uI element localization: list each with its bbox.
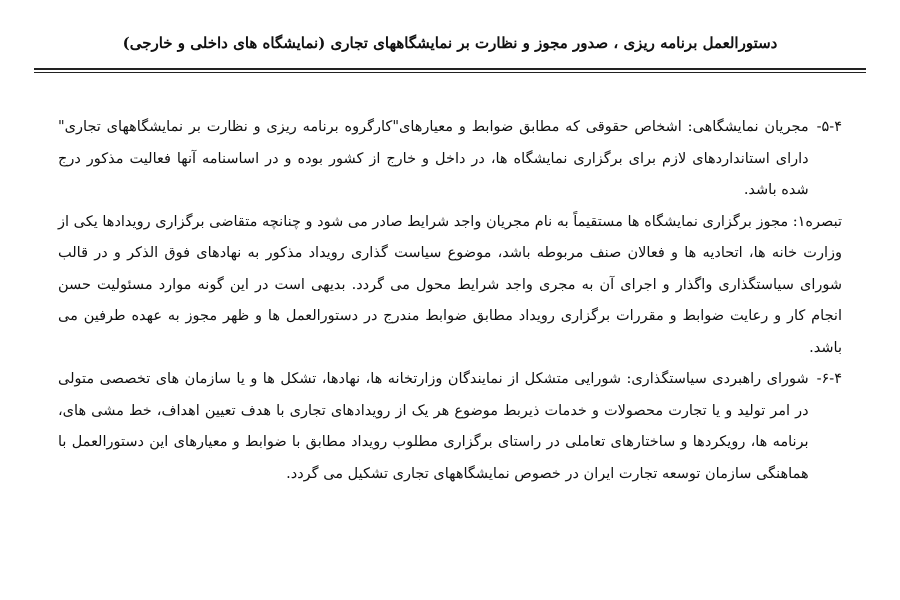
section-number: ۶-۴-: [816, 371, 842, 387]
section-text: شورای راهبردی سیاستگذاری: شورایی متشکل از نمایندگان وزارتخانه ها، نهادها، تشکل ها و یا سازمان های تخصصی متولی در امر تولید و یا تجارت محصولات و خدمات ذیربط موضوع هر یک از رویدادهای تجاری با هدف تعیین اهداف، خط مشی های، برنامه ها، رویکردها و ساختارهای تعاملی در راستای برگزاری مطلوب رویداد مطابق با ضوابط و معیارهای این دستورالعمل با هماهنگی سازمان توسعه تجارت ایران در خصوص نمایشگاههای تجاری تشکیل می گردد.: [58, 371, 809, 482]
header-divider: [34, 68, 866, 70]
section-4-5: [58, 112, 842, 207]
section-text: مجریان نمایشگاهی: اشخاص حقوقی که مطابق ضوابط و معیارهای"کارگروه برنامه ریزی و نظارت بر نمایشگاههای تجاری" دارای استانداردهای لازم برای برگزاری نمایشگاه ها، در داخل و خارج از کشور بوده و در اساسنامه آنها فعالیت مذکور درج شده باشد.: [58, 119, 809, 198]
document-body: [58, 112, 842, 490]
header-divider-thin: [34, 72, 866, 73]
section-4-6: [58, 364, 842, 490]
note-1-paragraph: تبصره۱: مجوز برگزاری نمایشگاه ها مستقیماً به نام مجریان واجد شرایط صادر می شود و چنانچه متقاضی برگزاری رویدادها یکی از وزارت خانه ها، اتحادیه ها و فعالان صنف مربوطه باشد، موضوع سیاست گذاری رویداد مذکور به نهادهای فوق الذکر و در قالب شورای سیاستگذاری واگذار و اجرای آن به مجری واجد شرایط محول می گردد. بدیهی است در این گونه موارد مسئولیت حسن انجام کار و رعایت ضوابط و مقررات برگزاری رویداد مطابق ضوابط مندرج در دستورالعمل ها و ظهر مجوز به عهده طرفین می باشد.: [58, 213, 842, 356]
section-number: ۵-۴-: [816, 119, 842, 135]
page-title: دستورالعمل برنامه ریزی ، صدور مجوز و نظارت بر نمایشگاههای تجاری (نمایشگاه های داخلی و خارجی): [122, 34, 778, 52]
